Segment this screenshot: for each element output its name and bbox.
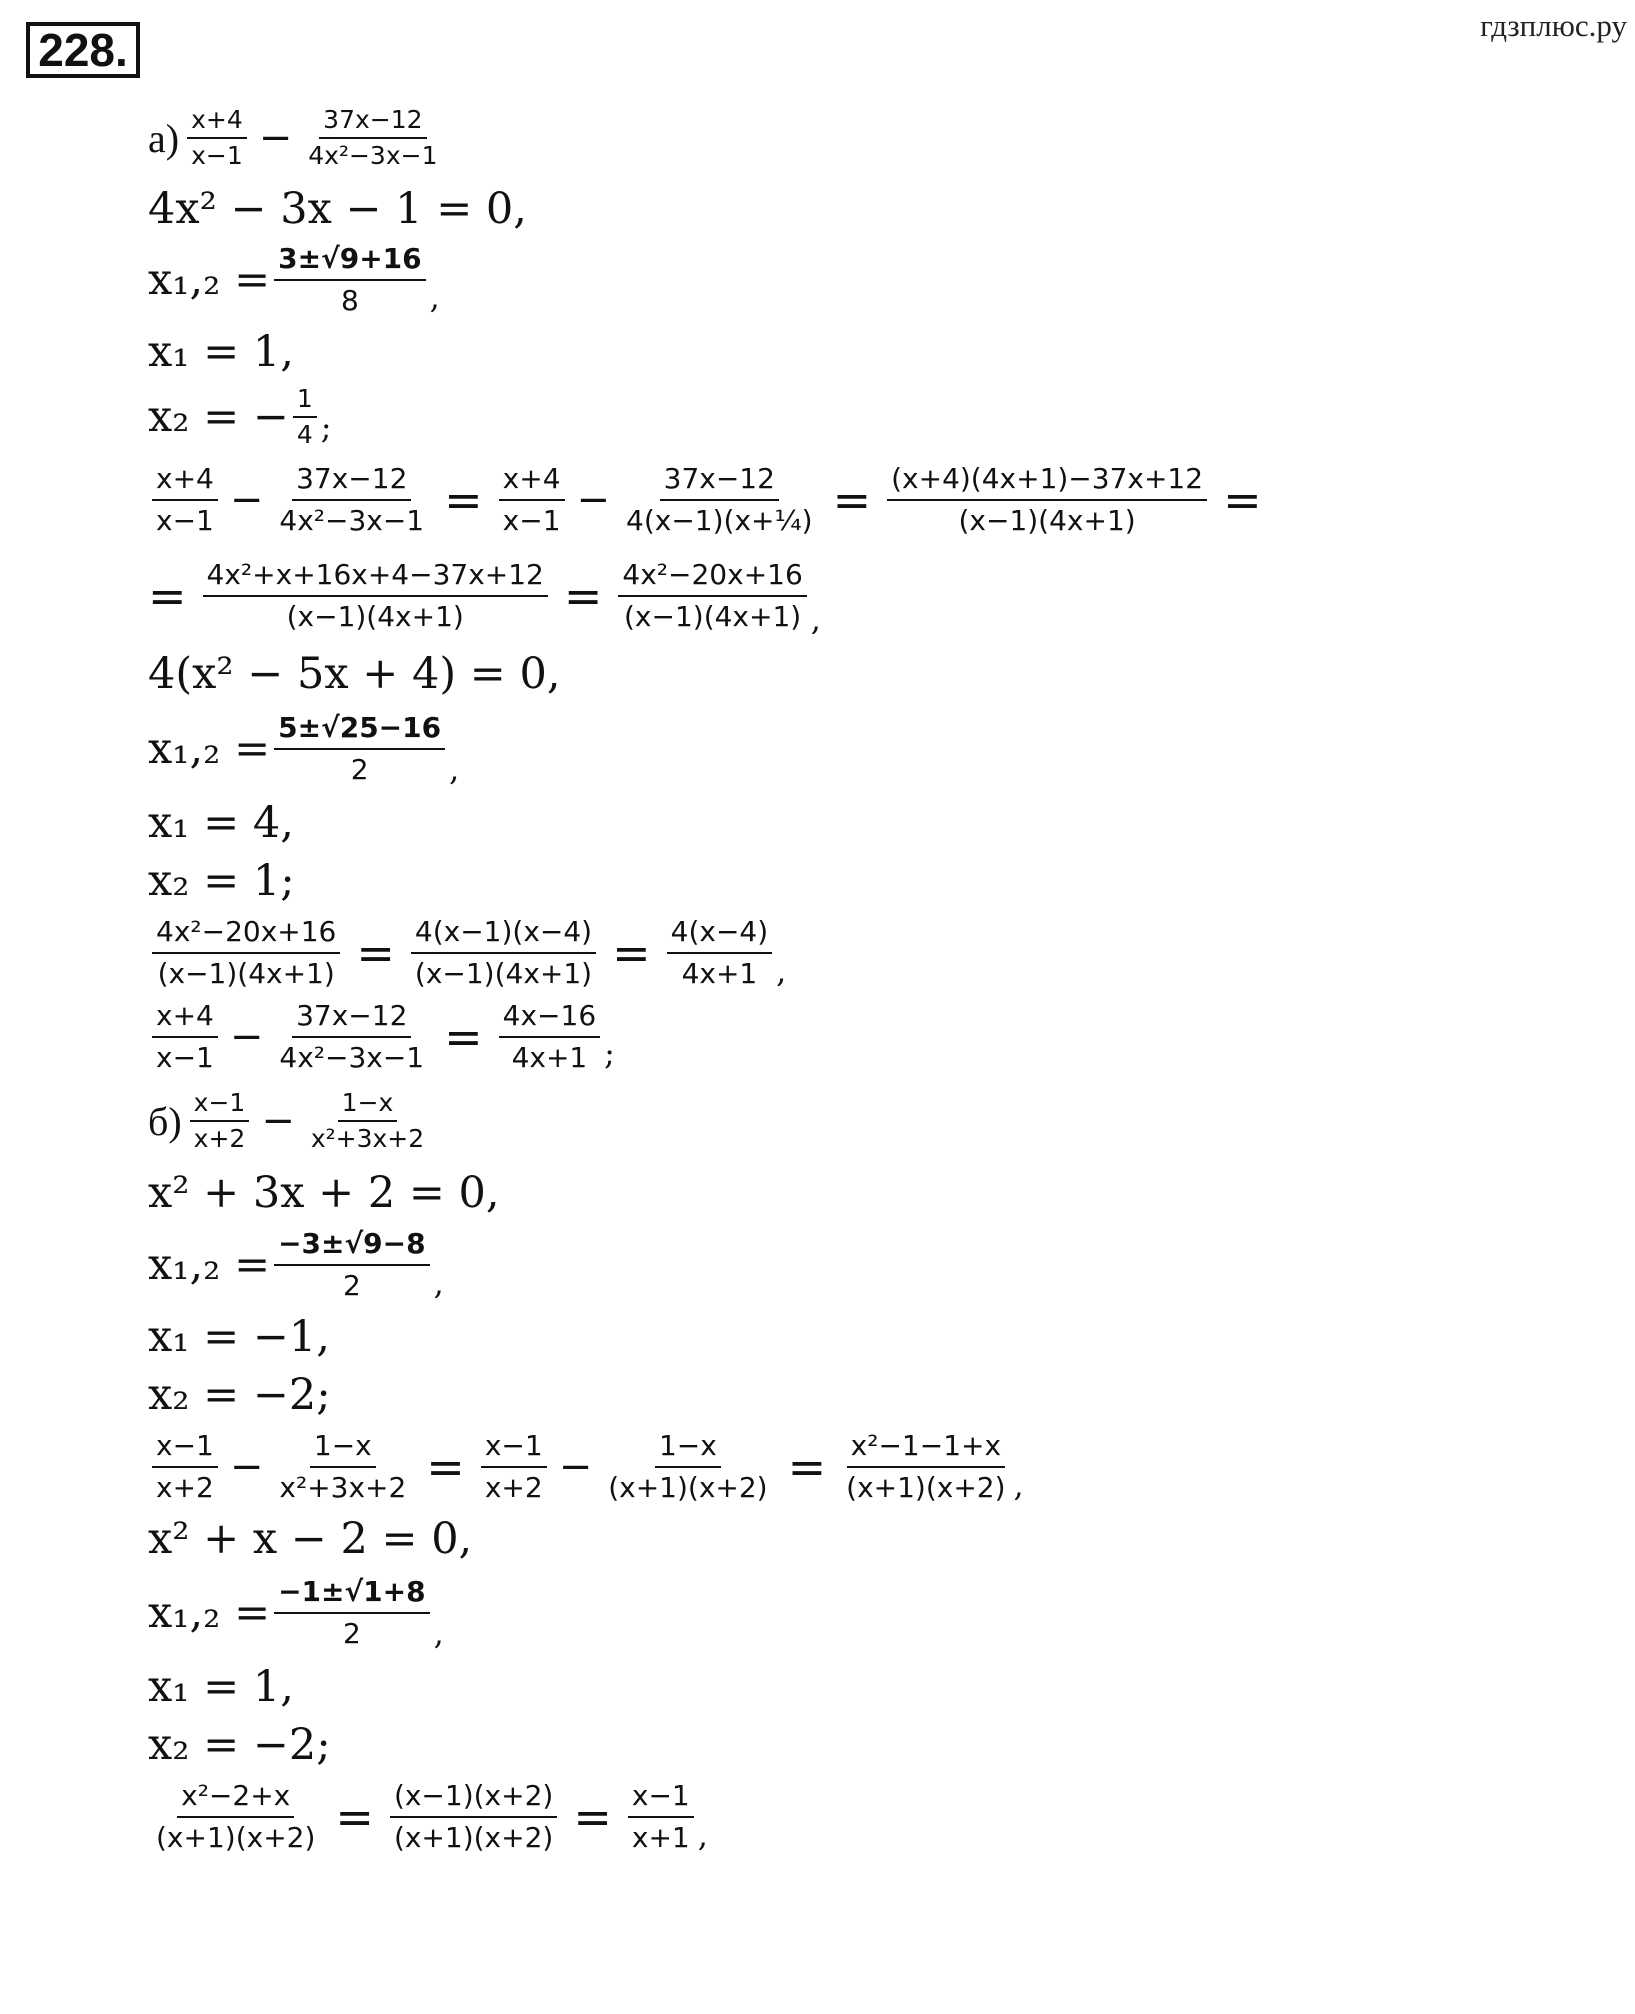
fraction: $\frac{x-1}{x+2}$ — [481, 1426, 547, 1508]
part-b-roots-formula-2 — [148, 1568, 1588, 1658]
part-b-transform-2 — [148, 1774, 1588, 1860]
operator: − — [229, 477, 264, 523]
operator: = — [356, 926, 395, 980]
part-b-root-2: x₂ = −2; — [148, 1370, 331, 1420]
operator: − — [229, 1444, 264, 1490]
punctuation: , — [1013, 1466, 1024, 1504]
part-a-transform-1 — [148, 452, 1588, 548]
fraction: $\frac{37x-12}{\text{4(x−1)(x+¼)}}$ — [622, 459, 817, 541]
fraction: $\frac{(x+4)(4x+1)-37x+12}{(x-1)(4x+1)}$ — [887, 459, 1207, 541]
operator: = — [335, 1790, 374, 1844]
roots-lhs: x₁,₂ = — [148, 724, 271, 774]
fraction: $\frac{\text{x²−1−1+x}}{(x+1)(x+2)}$ — [842, 1426, 1009, 1508]
part-a-result — [148, 996, 1588, 1078]
roots-lhs: x₁,₂ = — [148, 1240, 271, 1290]
fraction: $\frac{x+4}{x-1}$ — [499, 459, 565, 541]
part-a-expression — [148, 96, 1588, 180]
operator: = — [426, 1440, 465, 1494]
part-b-root-1b: x₁ = 1, — [148, 1662, 294, 1712]
operator: = — [1223, 473, 1262, 527]
roots-fraction: $\frac{-3\pm√9-8}{2}$ — [274, 1224, 430, 1306]
operator: = — [832, 473, 872, 527]
roots-lhs: x₁,₂ = — [148, 255, 271, 305]
punctuation: , — [449, 750, 460, 788]
fraction: $\frac{1-x}{(x+1)(x+2)}$ — [604, 1426, 771, 1508]
fraction: $\frac{x-1}{x+1}$ — [628, 1776, 694, 1858]
fraction: $\frac{(x-1)(x+2)}{(x+1)(x+2)}$ — [390, 1776, 557, 1858]
part-b-roots-formula-1 — [148, 1222, 1588, 1308]
part-b-label: б) — [148, 1098, 182, 1144]
solution — [148, 96, 1588, 1860]
part-b-root-2b: x₂ = −2; — [148, 1720, 331, 1770]
part-a-root-1b: x₁ = 4, — [148, 798, 294, 848]
punctuation: ; — [320, 408, 332, 446]
part-b-root-1: x₁ = −1, — [148, 1312, 330, 1362]
part-a-equation-2: 4(x² − 5x + 4) = 0, — [148, 649, 561, 699]
operator: − — [558, 1444, 593, 1490]
punctuation: , — [776, 952, 787, 990]
operator: = — [148, 569, 187, 623]
part-a-root-2b: x₂ = 1; — [148, 856, 295, 906]
operator: − — [576, 477, 611, 523]
fraction: $\frac{x-1}{x+2}$ — [190, 1086, 250, 1156]
fraction: $\frac{4(x-4)}{4x+1}$ — [667, 912, 773, 994]
fraction: $\frac{4(x-1)(x-4)}{(x-1)(4x+1)}$ — [411, 912, 596, 994]
punctuation: , — [433, 1264, 444, 1302]
fraction: $\frac{37x-12}{\text{4x²−3x−1}}$ — [275, 996, 428, 1078]
punctuation: ; — [604, 1034, 615, 1072]
roots-fraction: $\frac{3\pm√9+16}{8}$ — [274, 239, 426, 321]
fraction: $\frac{\text{4x²−20x+16}}{(x-1)(4x+1)}$ — [618, 555, 806, 637]
roots-fraction: $\frac{-1\pm√1+8}{2}$ — [274, 1572, 430, 1654]
part-a-root-2 — [148, 382, 1588, 452]
fraction: $\frac{\text{4x²−20x+16}}{(x-1)(4x+1)}$ — [152, 912, 340, 994]
operator: − — [258, 115, 293, 161]
fraction: $\frac{x+4}{x-1}$ — [152, 459, 218, 541]
operator: = — [563, 569, 603, 623]
punctuation: , — [697, 1816, 708, 1854]
operator: = — [612, 926, 651, 980]
punctuation: , — [433, 1614, 444, 1652]
fraction: $\frac{\text{4x²+x+16x+4−37x+12}}{(x-1)(4x+1)}$ — [203, 555, 548, 637]
part-a-label: а) — [148, 115, 180, 161]
fraction: $\frac{1-x}{\text{x²+3x+2}}$ — [310, 1088, 425, 1153]
roots-fraction: $\frac{5\pm√25-16}{2}$ — [274, 708, 445, 790]
part-b-transform-1 — [148, 1424, 1588, 1510]
fraction: $\frac{\text{x²−2+x}}{(x+1)(x+2)}$ — [152, 1776, 319, 1858]
operator: − — [229, 1014, 264, 1060]
operator: = — [573, 1790, 612, 1844]
fraction: $\frac{1}{4}$ — [293, 382, 317, 452]
site-watermark: гдзплюс.ру — [1480, 8, 1627, 43]
fraction: $\frac{37x-12}{\text{4x²−3x−1}}$ — [275, 459, 428, 541]
part-b-equation-1: x² + 3x + 2 = 0, — [148, 1168, 500, 1218]
root-lhs: x₂ = − — [148, 392, 289, 442]
fraction: $\frac{4x-16}{4x+1}$ — [499, 996, 600, 1078]
part-a-roots-formula-2 — [148, 704, 1588, 794]
operator: = — [444, 1010, 483, 1064]
punctuation: , — [810, 600, 821, 638]
part-a-transform-3 — [148, 910, 1588, 996]
operator: = — [787, 1440, 827, 1494]
roots-lhs: x₁,₂ = — [148, 1588, 271, 1638]
part-b-equation-2: x² + x − 2 = 0, — [148, 1514, 473, 1564]
fraction: $\frac{x-1}{x+2}$ — [152, 1426, 218, 1508]
fraction: $\frac{x+4}{x-1}$ — [187, 103, 247, 173]
fraction: $\frac{x+4}{x-1}$ — [152, 996, 218, 1078]
part-a-equation-1: 4x² − 3x − 1 = 0, — [148, 184, 527, 234]
task-number: 228. — [26, 22, 140, 78]
operator: − — [261, 1098, 295, 1144]
part-a-transform-2 — [148, 548, 1588, 644]
punctuation: , — [429, 278, 440, 316]
fraction: $\frac{37x-12}{\text{4x²−3x−1}}$ — [308, 105, 438, 170]
fraction: $\frac{1-x}{\text{x²+3x+2}}$ — [275, 1426, 410, 1508]
part-b-expression — [148, 1078, 1588, 1164]
part-a-root-1: x₁ = 1, — [148, 327, 294, 377]
part-a-roots-formula-1 — [148, 238, 1588, 322]
operator: = — [444, 473, 483, 527]
